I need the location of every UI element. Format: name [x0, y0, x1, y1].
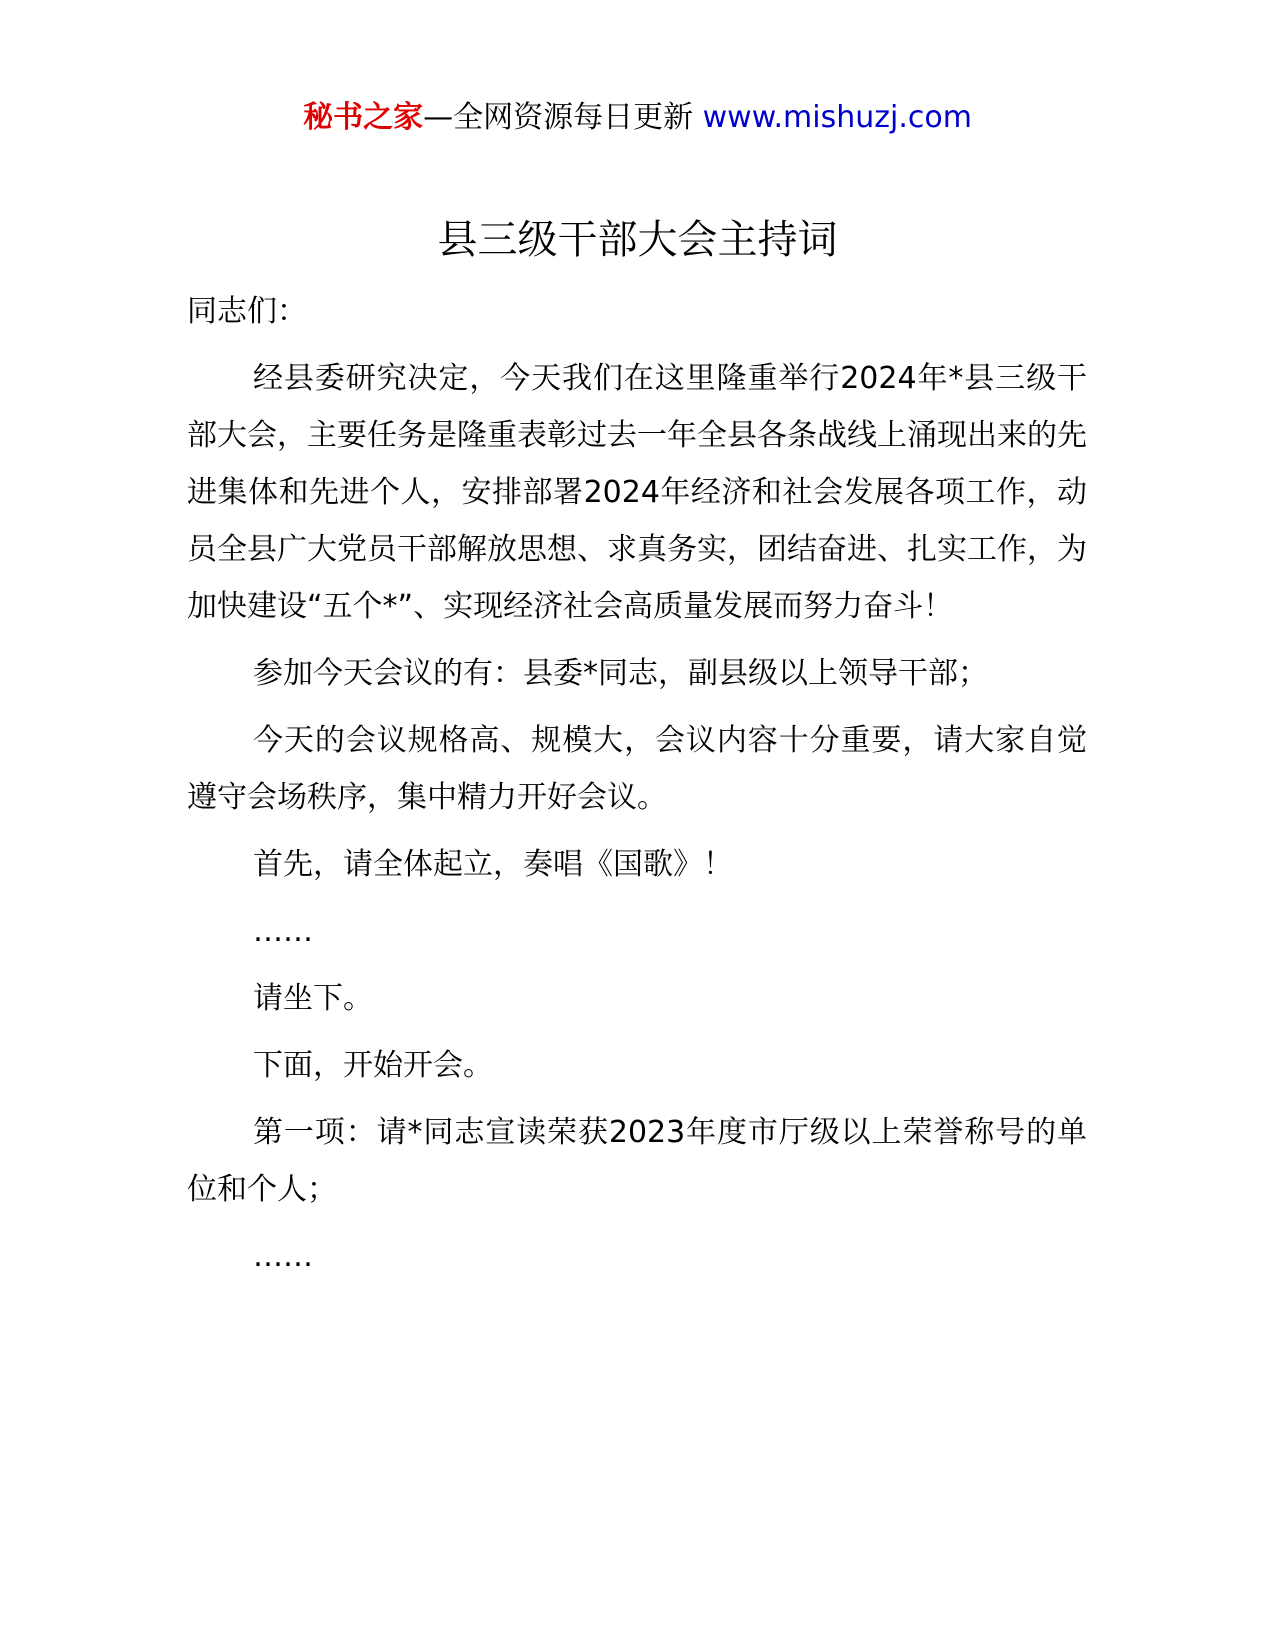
- document-body: [187, 283, 1087, 1295]
- paragraph: 下面，开始开会。: [253, 1048, 493, 1083]
- header-tagline: —全网资源每日更新: [423, 100, 694, 135]
- paragraph: 今天的会议规格高、规模大，会议内容十分重要，请大家自觉遵守会场秩序，集中精力开好会议。: [187, 723, 1087, 815]
- watermark-header: [0, 96, 1275, 140]
- paragraph: 参加今天会议的有：县委*同志，副县级以上领导干部；: [253, 656, 988, 691]
- brand-name: 秘书之家: [303, 100, 424, 135]
- header-url-link[interactable]: www.mishuzj.com: [702, 100, 972, 135]
- ellipsis-paragraph: ……: [253, 914, 313, 949]
- ellipsis-paragraph: ……: [253, 1239, 313, 1274]
- document-title: 县三级干部大会主持词: [437, 217, 838, 263]
- paragraph: 请坐下。: [253, 981, 373, 1016]
- paragraph: 第一项：请*同志宣读荣获2023年度市厅级以上荣誉称号的单位和个人；: [187, 1115, 1087, 1207]
- salutation: 同志们：: [187, 294, 307, 329]
- paragraph: 首先，请全体起立，奏唱《国歌》！: [253, 847, 733, 882]
- paragraph: 经县委研究决定，今天我们在这里隆重举行2024年*县三级干部大会，主要任务是隆重表彰过去一年全县各条战线上涌现出来的先进集体和先进个人，安排部署2024年经济和社会发展各项工作，动员全县广大党员干部解放思想、求真务实，团结奋进、扎实工作，为加快建设“五个*”、实现经济社会高质量发展而努力奋斗！: [187, 361, 1087, 624]
